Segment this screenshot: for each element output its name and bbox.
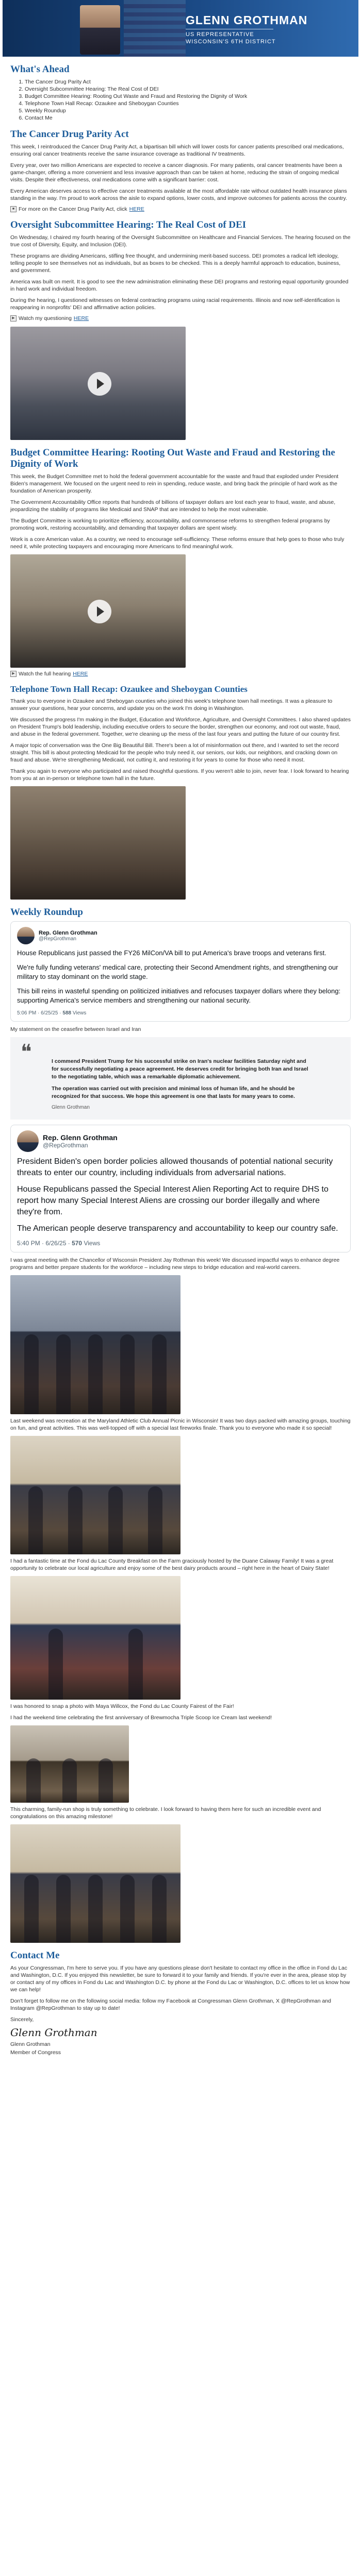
cancer-link-line (10, 206, 351, 212)
video-icon: ▶ (10, 315, 17, 321)
photo-caption: I had a fantastic time at the Fond du Lac County Breakfast on the Farm graciously hosted by the Duane Calaway Family! It was a great opportunity to celebrate our local agriculture and enjoy some of the best dairy products around – right here in the heart of Dairy State! (10, 1558, 334, 1571)
townhall-heading: Telephone Town Hall Recap: Ozaukee and Sheboygan Counties (10, 684, 248, 694)
congressman-portrait (80, 5, 120, 55)
flag-backdrop (124, 0, 186, 57)
contact-heading: Contact Me (10, 1950, 60, 1961)
signer-title: Member of Congress (10, 2049, 61, 2056)
cancer-paragraph: This week, I reintroduced the Cancer Drug Parity Act, a bipartisan bill which will lower costs for cancer patients prescribed oral medications, ensuring oral cancer treatments receive the same insurance coverage as traditional IV treatments. (10, 144, 344, 157)
toc-item[interactable]: 3. Budget Committee Hearing: Rooting Out Waste and Fraud and Restoring the Dignity of Work (25, 93, 351, 100)
quote-text: The operation was carried out with precision and minimal loss of human life, and he should be recognized for that success. We hope this agreement is one that lasts for many years to come. (52, 1086, 295, 1099)
quote-signature: Glenn Grothman (52, 1105, 90, 1110)
townhall-photo (10, 786, 186, 900)
dei-video-label: Watch my questioning (19, 315, 72, 321)
contact-paragraph: As your Congressman, I'm here to serve you. If you have any questions please don't hesitate to contact my office in the office in Fond du Lac and Washington, D.C. If you enjoyed this newsletter, be sure to forward it to your family and friends. If you're ever in the area, please stop by or contact any of my offices in Fond du Lac and Washington D.C. by phone at the Fond du Lac or Washington, D.C. offices to let us know how we can help! (10, 1965, 350, 1993)
tweet-view-count: 570 (72, 1240, 83, 1247)
townhall-paragraph: Thank you to everyone in Ozaukee and Sheboygan counties who joined this week's telephone town hall meetings. It was a pleasure to answer your questions, hear your concerns, and update you on the work I'm doing in Washington. (10, 698, 333, 711)
tweet-author-handle: @RepGrothman (43, 1142, 88, 1149)
dei-video-thumbnail[interactable] (10, 327, 186, 440)
banner-district: WISCONSIN'S 6TH DISTRICT (186, 39, 276, 45)
photo-caption: I had the weekend time celebrating the first anniversary of Brewmocha Triple Scoop Ice Cream last weekend! (10, 1715, 272, 1721)
roundup-heading: Weekly Roundup (10, 907, 83, 918)
tweet-view-label: Views (84, 1240, 101, 1247)
ribbon-cutting-photo (10, 1824, 180, 1943)
budget-heading: Budget Committee Hearing: Rooting Out Waste and Fraud and Restoring the Dignity of Work (10, 447, 335, 469)
tweet-text: President Biden's open border policies allowed thousands of potential national security threats to enter our country, including individuals from adversarial nations. (17, 1157, 333, 1177)
photo-caption: I was honored to snap a photo with Maya Willcox, the Fond du Lac County Fairest of the Fair! (10, 1703, 234, 1709)
quote-mark-icon: ❝ (21, 1040, 32, 1064)
cancer-paragraph: Every year, over two million Americans are expected to receive a cancer diagnosis. For many patients, oral cancer treatments have been a game-changer, offering a more convenient and less invasive approach than can be taken at home, reducing the strain of ongoing medical visits. Despite their effectiveness, oral medications come with a significant barrier: cost. (10, 162, 342, 183)
budget-link-line (10, 671, 351, 677)
signature-block (10, 2016, 351, 2056)
tweet-author-name: Rep. Glenn Grothman (39, 929, 97, 936)
cancer-heading: The Cancer Drug Parity Act (10, 129, 129, 140)
tweet-text: House Republicans passed the Special Interest Alien Reporting Act to require DHS to report how many Special Interest Aliens are crossing our border illegally and where they're from. (17, 1185, 329, 1216)
toc-item[interactable]: 2. Oversight Subcommittee Hearing: The Real Cost of DEI (25, 86, 351, 93)
cancer-link[interactable]: HERE (129, 206, 144, 212)
tweet-border[interactable] (10, 1125, 351, 1252)
dei-heading: Oversight Subcommittee Hearing: The Real Cost of DEI (10, 219, 247, 230)
play-icon[interactable] (88, 372, 111, 396)
budget-paragraph: The Government Accountability Office reports that hundreds of billions of taxpayer dollars are lost each year to fraud, waste, and abuse, jeopardizing the stability of programs like Medicaid and SNAP that are intended to help the most vulnerable. (10, 499, 336, 513)
townhall-paragraph: Thank you again to everyone who participated and raised thoughtful questions. If you weren't able to join, never fear. I look forward to hearing from you at an in-person or telephone town hall in the future. (10, 768, 349, 782)
tweet-author-handle: @RepGrothman (39, 936, 76, 942)
tweet-milcon[interactable] (10, 921, 351, 1022)
budget-paragraph: Work is a core American value. As a country, we need to encourage self-sufficiency. These reforms ensure that help goes to those who truly need it, while protecting taxpayers and encouraging more Americans to find meaningful work. (10, 536, 344, 550)
budget-video-link[interactable]: HERE (73, 671, 88, 677)
photo-caption: Last weekend was recreation at the Maryland Athletic Club Annual Picnic in Wisconsin! It was two days packed with amazing groups, touching on fun, and great activities. This was well-topped off with a special last fireworks finale. Thank you to everyone who made it so special! (10, 1418, 351, 1431)
tweet-author-name: Rep. Glenn Grothman (43, 1133, 118, 1142)
tweet-header (17, 927, 344, 944)
cancer-link-prefix: For more on the Cancer Drug Parity Act, click (19, 206, 127, 212)
toc-list (10, 78, 351, 122)
video-icon: ▶ (10, 671, 17, 677)
chancellor-meeting-photo (10, 1275, 180, 1414)
quote-text: I commend President Trump for his successful strike on Iran's nuclear facilities Saturday night and for successfully negotiating a peace agreement. He deserves credit for bringing both Iran and Israel to the negotiating table, which was a remarkable diplomatic achievement. (52, 1058, 308, 1080)
tweet-meta: 5:06 PM · 6/25/25 · 588 Views (17, 1010, 87, 1016)
budget-paragraph: This week, the Budget Committee met to hold the federal government accountable for the waste and fraud that exploded under President Biden's management. We focused on the urgent need to rein in spending, reduce waste, and bring back the principle of hard work as the foundation of American prosperity. (10, 473, 339, 494)
header-banner (3, 0, 358, 57)
tweet-meta: 5:40 PM · 6/26/25 · 570 Views (17, 1240, 101, 1247)
tweet-view-label: Views (72, 1010, 87, 1016)
dei-paragraph: On Wednesday, I chaired my fourth hearing of the Oversight Subcommittee on Healthcare and Financial Services. The hearing focused on the true cost of Diversity, Equity, and Inclusion (DEI). (10, 234, 351, 248)
dei-paragraph: During the hearing, I questioned witnesses on federal contracting programs using racial requirements. Illinois and now self-identification is reappearing in nonprofits' DEI and affirmative action policies. (10, 297, 340, 311)
toc-item[interactable]: 4. Telephone Town Hall Recap: Ozaukee and Sheboygan Counties (25, 100, 351, 107)
avatar (17, 1130, 39, 1152)
play-icon[interactable] (88, 600, 111, 623)
tweet-view-count: 588 (62, 1010, 72, 1016)
budget-paragraph: The Budget Committee is working to prioritize efficiency, accountability, and commonsense reforms to strengthen federal programs by promoting work, restoring accountability, and demanding that taxpayer dollars are spent wisely. (10, 518, 330, 531)
fairest-of-fair-photo (10, 1576, 180, 1700)
dei-link-line (10, 315, 351, 321)
banner-name: GLENN GROTHMAN (186, 13, 308, 27)
avatar (17, 927, 35, 944)
signer-name: Glenn Grothman (10, 2041, 51, 2047)
statement-caption: My statement on the ceasefire between Israel and Iran (10, 1026, 141, 1032)
newsletter-body (3, 64, 358, 2056)
newsletter-column (3, 0, 358, 2057)
banner-subtitle: US REPRESENTATIVE (186, 31, 254, 38)
closing: Sincerely, (10, 2016, 34, 2023)
photo-caption: This charming, family-run shop is truly something to celebrate. I look forward to having them here for such an incredible event and congratulations on this amazing milestone! (10, 1806, 321, 1820)
tweet-text: We're fully funding veterans' medical care, protecting their Second Amendment rights, and strengthening our military to stay dominant on the world stage. (17, 963, 338, 980)
photo-caption: I was great meeting with the Chancellor of Wisconsin President Jay Rothman this week! We discussed impactful ways to enhance degree programs and better prepare students for the workforce – including new steps to bridge education and real-world careers. (10, 1257, 340, 1270)
dei-video-link[interactable]: HERE (73, 315, 89, 321)
handwritten-signature: Glenn Grothman (10, 2026, 97, 2039)
tweet-text: The American people deserve transparency and accountability to keep our country safe. (17, 1224, 338, 1233)
toc-item[interactable]: 5. Weekly Roundup (25, 107, 351, 114)
picnic-photo (10, 1436, 180, 1554)
toc-item[interactable]: 1. The Cancer Drug Parity Act (25, 78, 351, 86)
toc-heading: What's Ahead (10, 64, 70, 75)
dei-paragraph: These programs are dividing Americans, stifling free thought, and undermining merit-based success. DEI promotes a radical left ideology, telling people to see themselves not as individuals, but as boxes to be checked. This is a deeply harmful approach to education, business, and government. (10, 253, 341, 274)
townhall-paragraph: We discussed the progress I'm making in the Budget, Education and Workforce, Agriculture, and Oversight Committees. I also shared updates on President Trump's bold leadership, including executive orders to secure the border, strengthen our economy, and root out waste, fraud, and abuse in the federal government. Together, we're cleaning up the mess of the last four years and putting the future of our country first. (10, 717, 351, 737)
tweet-timestamp: 5:06 PM · 6/25/25 (17, 1010, 58, 1016)
tweet-header (17, 1130, 344, 1152)
document-icon: ■ (10, 206, 17, 212)
statement-quote-card (10, 1037, 351, 1120)
tweet-text: This bill reins in wasteful spending on politicized initiatives and refocuses taxpayer dollars where they belong: supporting America's service members and strengthening our national security. (17, 987, 341, 1004)
tweet-text: House Republicans just passed the FY26 MilCon/VA bill to put America's brave troops and veterans first. (17, 949, 326, 957)
dei-paragraph: America was built on merit. It is good to see the new administration eliminating these DEI programs and restoring equal opportunity grounded in hard work and individual freedom. (10, 279, 349, 292)
ice-cream-shop-photo (10, 1725, 129, 1803)
budget-video-label: Watch the full hearing (19, 671, 71, 677)
townhall-paragraph: A major topic of conversation was the One Big Beautiful Bill. There's been a lot of misinformation out there, and I wanted to set the record straight. This bill is about protecting Medicaid for the people who truly need it, our seniors, our kids, our neighbors, and cracking down on fraud and abuse. We're strengthening Medicaid, not cutting it, and restoring it for years to come for those who need it most. (10, 742, 339, 763)
cancer-paragraph: Every American deserves access to effective cancer treatments available at the most affordable rate without outdated health insurance plans standing in the way. I'm proud to work across the aisle to expand options, lower costs, and improve outcomes for patients across the country. (10, 188, 347, 201)
budget-video-thumbnail[interactable] (10, 554, 186, 668)
tweet-timestamp: 5:40 PM · 6/26/25 (17, 1240, 67, 1247)
contact-paragraph: Don't forget to follow me on the following social media: follow my Facebook at Congressman Glenn Grothman, X @RepGrothman and Instagram @RepGrothman to stay up to date! (10, 1998, 331, 2011)
toc-item[interactable]: 6. Contact Me (25, 114, 351, 122)
